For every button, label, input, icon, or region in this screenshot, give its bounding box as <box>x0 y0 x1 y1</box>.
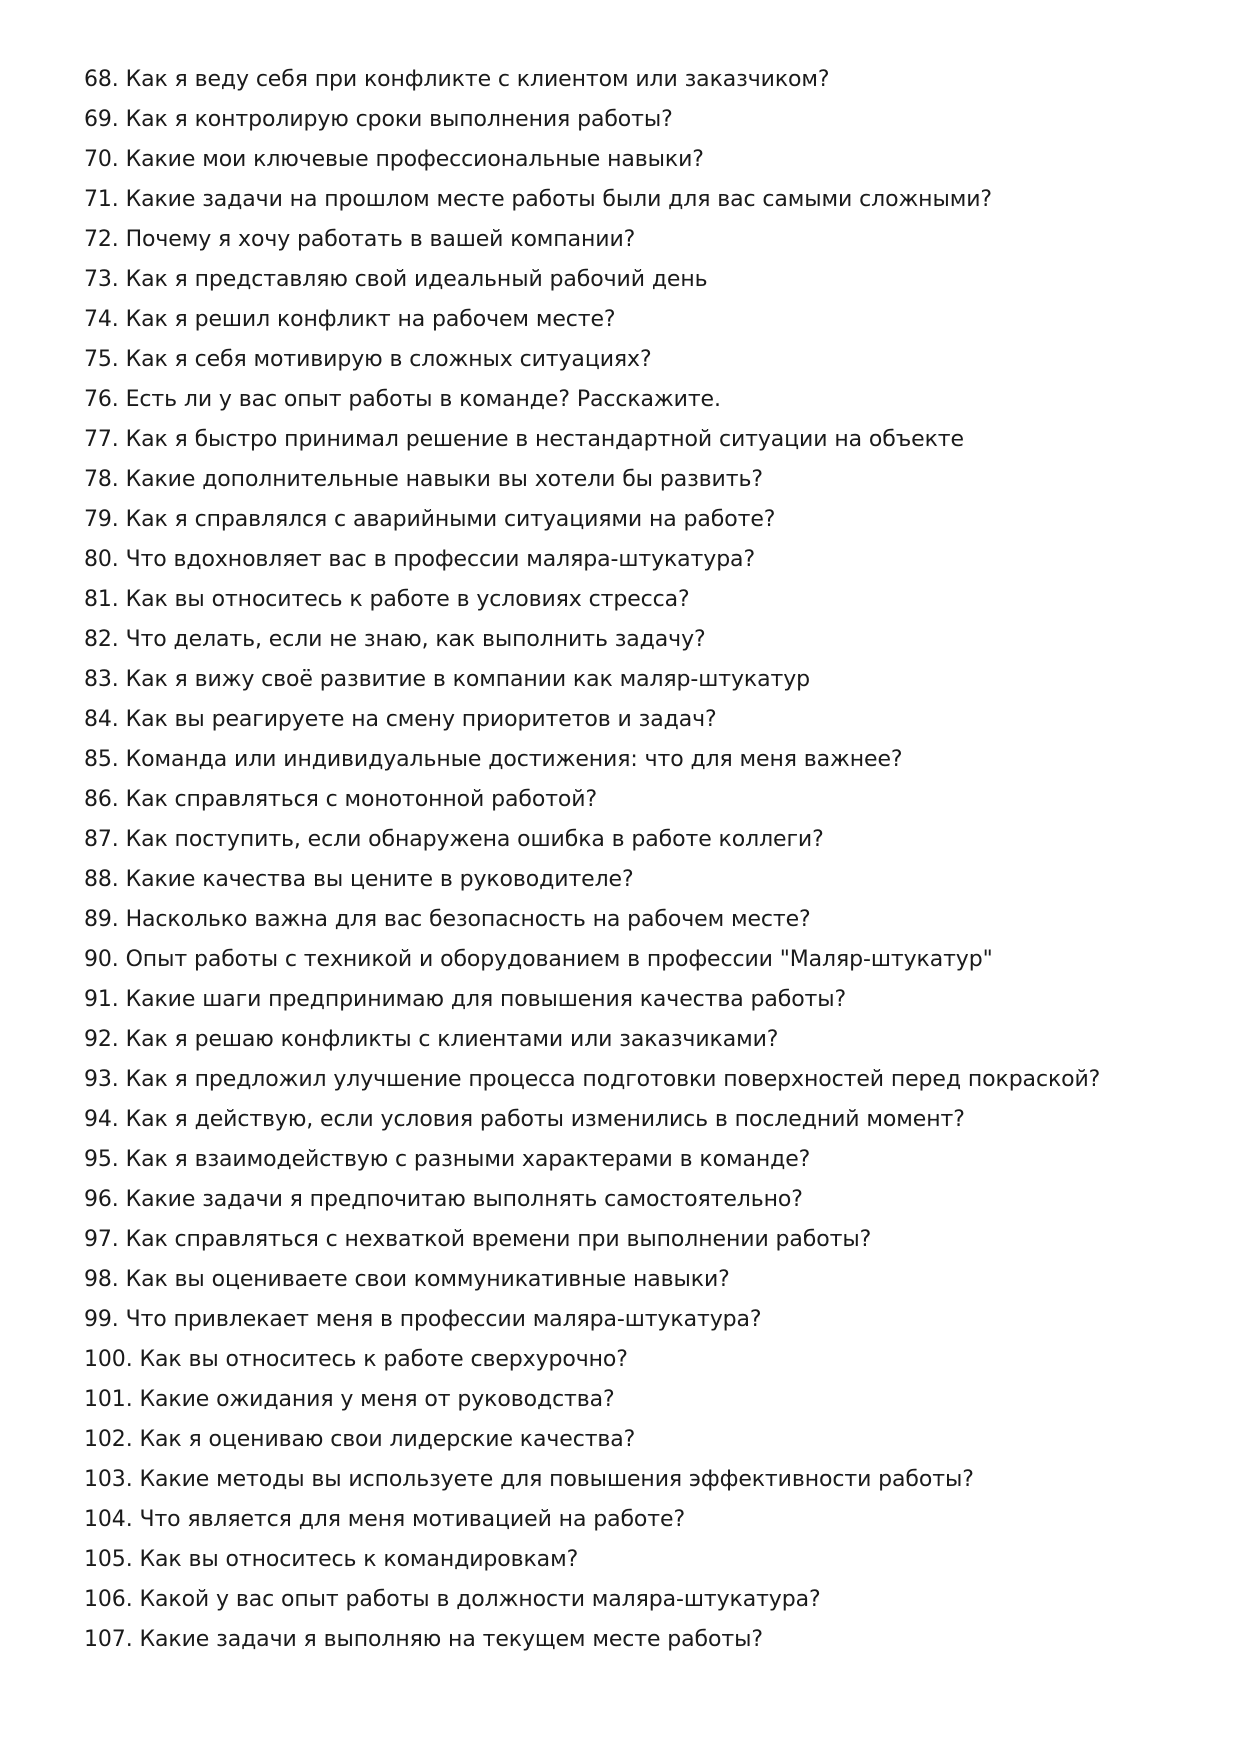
question-item <box>84 460 1204 500</box>
question-item <box>84 900 1204 940</box>
question-text: 88. Какие качества вы цените в руководителе? <box>84 867 634 892</box>
question-text: 78. Какие дополнительные навыки вы хотели бы развить? <box>84 467 763 492</box>
question-text: 91. Какие шаги предпринимаю для повышения качества работы? <box>84 987 847 1012</box>
question-text: 87. Как поступить, если обнаружена ошибка в работе коллеги? <box>84 827 824 852</box>
question-item <box>84 1180 1204 1220</box>
question-item <box>84 1500 1204 1540</box>
question-item <box>84 620 1204 660</box>
question-item <box>84 1140 1204 1180</box>
question-item <box>84 1260 1204 1300</box>
question-text: 83. Как я вижу своё развитие в компании как маляр-штукатур <box>84 667 810 692</box>
question-item <box>84 540 1204 580</box>
question-text: 89. Насколько важна для вас безопасность на рабочем месте? <box>84 907 811 932</box>
question-text: 100. Как вы относитесь к работе сверхурочно? <box>84 1347 628 1372</box>
question-text: 90. Опыт работы с техникой и оборудованием в профессии "Маляр-штукатур" <box>84 947 993 972</box>
question-item <box>84 1300 1204 1340</box>
question-item <box>84 1620 1204 1660</box>
question-item <box>84 1020 1204 1060</box>
question-text: 99. Что привлекает меня в профессии маляра-штукатура? <box>84 1307 762 1332</box>
question-text: 68. Как я веду себя при конфликте с клиентом или заказчиком? <box>84 67 830 92</box>
question-item <box>84 340 1204 380</box>
question-item <box>84 580 1204 620</box>
question-item <box>84 1580 1204 1620</box>
question-text: 77. Как я быстро принимал решение в нестандартной ситуации на объекте <box>84 427 964 452</box>
question-text: 85. Команда или индивидуальные достижения: что для меня важнее? <box>84 747 903 772</box>
question-text: 72. Почему я хочу работать в вашей компании? <box>84 227 636 252</box>
question-item <box>84 1420 1204 1460</box>
question-text: 102. Как я оцениваю свои лидерские качества? <box>84 1427 636 1452</box>
question-text: 86. Как справляться с монотонной работой? <box>84 787 598 812</box>
question-text: 107. Какие задачи я выполняю на текущем месте работы? <box>84 1627 763 1652</box>
question-text: 101. Какие ожидания у меня от руководства? <box>84 1387 615 1412</box>
question-item <box>84 780 1204 820</box>
question-text: 82. Что делать, если не знаю, как выполнить задачу? <box>84 627 706 652</box>
question-item <box>84 220 1204 260</box>
question-text: 95. Как я взаимодействую с разными характерами в команде? <box>84 1147 811 1172</box>
question-item <box>84 1460 1204 1500</box>
question-text: 69. Как я контролирую сроки выполнения работы? <box>84 107 673 132</box>
question-item <box>84 1100 1204 1140</box>
question-item <box>84 380 1204 420</box>
question-text: 103. Какие методы вы используете для повышения эффективности работы? <box>84 1467 974 1492</box>
question-list <box>84 60 1204 1660</box>
question-text: 93. Как я предложил улучшение процесса подготовки поверхностей перед покраской? <box>84 1067 1101 1092</box>
question-item <box>84 140 1204 180</box>
question-item <box>84 100 1204 140</box>
question-item <box>84 1380 1204 1420</box>
question-item <box>84 980 1204 1020</box>
question-text: 104. Что является для меня мотивацией на работе? <box>84 1507 686 1532</box>
question-item <box>84 740 1204 780</box>
question-text: 96. Какие задачи я предпочитаю выполнять самостоятельно? <box>84 1187 803 1212</box>
question-item <box>84 420 1204 460</box>
question-item <box>84 60 1204 100</box>
question-text: 92. Как я решаю конфликты с клиентами или заказчиками? <box>84 1027 779 1052</box>
question-item <box>84 1220 1204 1260</box>
question-item <box>84 660 1204 700</box>
question-item <box>84 180 1204 220</box>
question-item <box>84 1340 1204 1380</box>
question-text: 74. Как я решил конфликт на рабочем месте? <box>84 307 616 332</box>
question-item <box>84 500 1204 540</box>
question-text: 80. Что вдохновляет вас в профессии маляра-штукатура? <box>84 547 756 572</box>
question-item <box>84 820 1204 860</box>
question-item <box>84 860 1204 900</box>
question-text: 84. Как вы реагируете на смену приоритетов и задач? <box>84 707 717 732</box>
question-text: 81. Как вы относитесь к работе в условиях стресса? <box>84 587 690 612</box>
question-text: 94. Как я действую, если условия работы изменились в последний момент? <box>84 1107 965 1132</box>
question-text: 79. Как я справлялся с аварийными ситуациями на работе? <box>84 507 776 532</box>
question-text: 106. Какой у вас опыт работы в должности маляра-штукатура? <box>84 1587 821 1612</box>
question-text: 76. Есть ли у вас опыт работы в команде? Расскажите. <box>84 387 721 412</box>
question-text: 105. Как вы относитесь к командировкам? <box>84 1547 579 1572</box>
question-item <box>84 260 1204 300</box>
question-text: 98. Как вы оцениваете свои коммуникативные навыки? <box>84 1267 730 1292</box>
question-text: 73. Как я представляю свой идеальный рабочий день <box>84 267 708 292</box>
question-item <box>84 700 1204 740</box>
question-item <box>84 300 1204 340</box>
question-item <box>84 1540 1204 1580</box>
question-text: 71. Какие задачи на прошлом месте работы были для вас самыми сложными? <box>84 187 993 212</box>
question-text: 70. Какие мои ключевые профессиональные навыки? <box>84 147 704 172</box>
question-item <box>84 940 1204 980</box>
question-text: 75. Как я себя мотивирую в сложных ситуациях? <box>84 347 652 372</box>
question-text: 97. Как справляться с нехваткой времени при выполнении работы? <box>84 1227 872 1252</box>
question-item <box>84 1060 1204 1100</box>
